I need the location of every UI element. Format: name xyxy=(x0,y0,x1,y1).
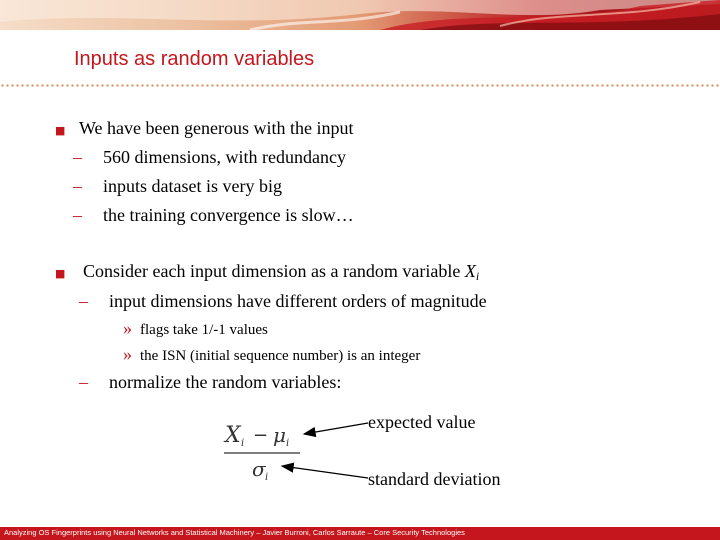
arrow-stddev-icon xyxy=(282,466,368,478)
bullet-2-text: Consider each input dimension as a random variable $X_i$ xyxy=(83,261,480,283)
formula-mu: μ xyxy=(273,423,286,447)
dash-icon: – xyxy=(73,147,82,167)
sub-bullet-1-2: – inputs dataset is very big xyxy=(73,176,282,196)
sub-bullet-1-3: – the training convergence is slow… xyxy=(73,205,354,225)
bullet-square-icon: ■ xyxy=(55,267,66,280)
arrow-expected-icon xyxy=(304,423,368,434)
formula-x: X xyxy=(225,423,241,448)
dash-icon: – xyxy=(79,291,88,311)
formula-sigma-sub: i xyxy=(265,472,269,483)
formula-minus: − xyxy=(253,425,269,446)
bullet-square-icon: ■ xyxy=(55,124,66,137)
bullet-1-text: We have been generous with the input xyxy=(79,118,354,138)
double-arrow-icon: » xyxy=(123,318,132,338)
formula-sigma: σ xyxy=(252,457,266,481)
footer-text: Analyzing OS Fingerprints using Neural Networks and Statistical Machinery – Javier Burroni, Carlos Sarraute – Core Security Technologies xyxy=(4,528,465,537)
sub-bullet-1-1: – 560 dimensions, with redundancy xyxy=(73,147,346,167)
dash-icon: – xyxy=(73,205,82,225)
sub-bullet-2-2: – normalize the random variables: xyxy=(79,372,342,392)
variable-subscript: i xyxy=(475,269,480,283)
double-arrow-icon: » xyxy=(123,344,132,364)
label-standard-deviation: standard deviation xyxy=(368,469,501,489)
slide-title: Inputs as random variables xyxy=(74,48,315,70)
subsub-bullet-1: » flags take 1/-1 values xyxy=(123,318,268,338)
label-expected-value: expected value xyxy=(368,412,476,432)
sub-bullet-2-1: – input dimensions have different orders of magnitude xyxy=(79,291,487,311)
dash-icon: – xyxy=(79,372,88,392)
dash-icon: – xyxy=(73,176,82,196)
formula-mu-sub: i xyxy=(286,438,290,449)
footer-bar xyxy=(0,527,720,540)
subsub-bullet-2: » the ISN (initial sequence number) is an integer xyxy=(123,344,421,364)
variable-x: X xyxy=(464,261,476,281)
formula-x-sub: i xyxy=(241,438,245,449)
